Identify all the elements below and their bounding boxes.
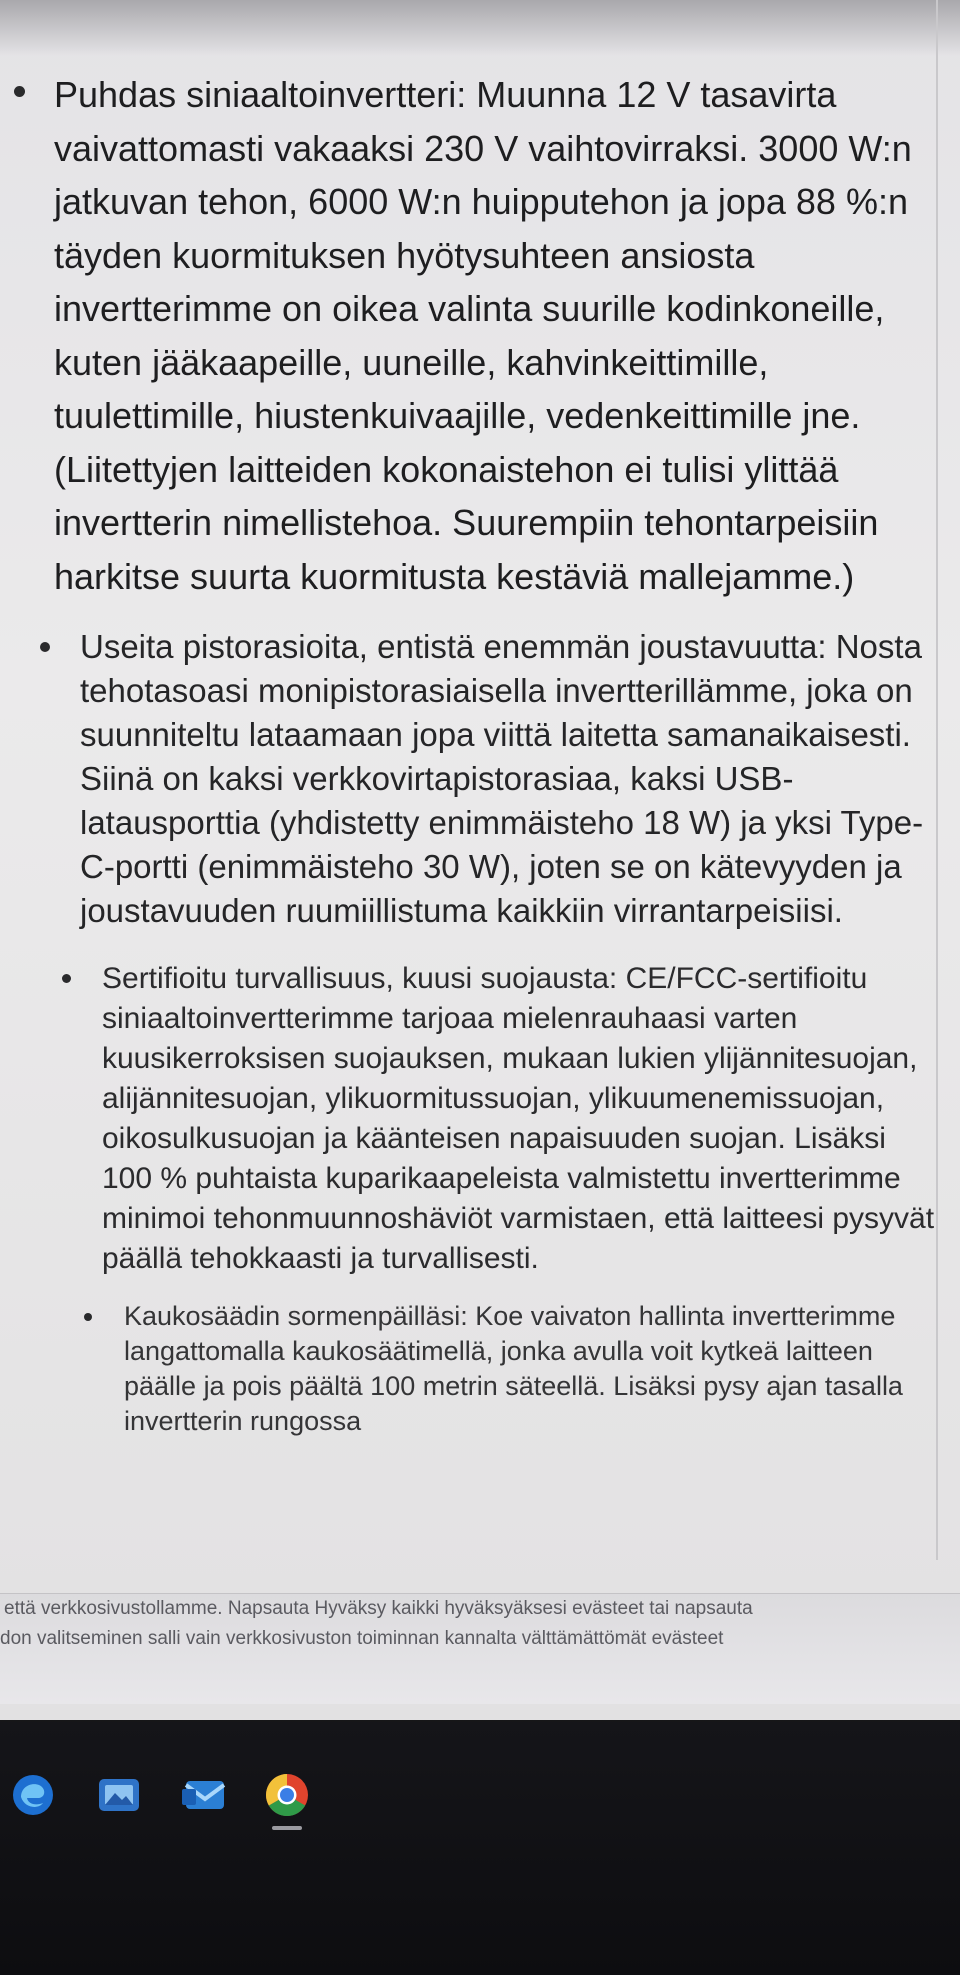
feature-item-safety <box>88 959 935 1279</box>
edge-icon[interactable] <box>8 1770 58 1820</box>
photos-icon[interactable] <box>94 1770 144 1820</box>
feature-list <box>30 68 935 1439</box>
feature-item-remote <box>110 1299 935 1439</box>
cookie-banner-line: don valitseminen salli vain verkkosivuston toiminnan kannalta välttämättömät evästeet <box>0 1628 724 1649</box>
bullet-icon <box>62 974 71 983</box>
bullet-icon <box>40 642 50 652</box>
mail-icon[interactable] <box>180 1770 230 1820</box>
chrome-icon[interactable] <box>262 1770 312 1820</box>
feature-item-outlets <box>66 625 935 933</box>
feature-text: Puhdas siniaaltoinvertteri: Muunna 12 V tasavirta vaivattomasti vakaaksi 230 V vaihtovirraksi. 3000 W:n jatkuvan tehon, 6000 W:n huipputehon ja jopa 88 %:n täyden kuormituksen hyötysuhteen ansiosta invertterimme on oikea valinta suurille kodinkoneille, kuten jääkaapeille, uuneille, kahvinkeittimille, tuulettimille, hiustenkuivaajille, vedenkeittimille jne. (Liitettyjen laitteiden kokonaistehon ei tulisi ylittää invertterin nimellistehoa. Suurempiin tehontarpeisiin harkitse suurta kuormitusta kestäviä mallejamme.) <box>54 74 912 597</box>
page-right-border <box>936 0 938 1560</box>
feature-text: Useita pistorasioita, entistä enemmän joustavuutta: Nosta tehotasoasi monipistorasiaisella invertterillämme, joka on suunniteltu lataamaan jopa viittä laitetta samanaikaisesti. Siinä on kaksi verkkovirtapistorasiaa, kaksi USB-latausporttia (yhdistetty enimmäisteho 18 W) ja yksi Type-C-portti (enimmäisteho 30 W), joten se on kätevyyden ja joustavuuden ruumiillistuma kaikkiin virrantarpeisiisi. <box>80 628 924 929</box>
bullet-icon <box>14 86 25 97</box>
windows-taskbar <box>0 1722 960 1975</box>
feature-text: Kaukosäädin sormenpäilläsi: Koe vaivaton hallinta invertterimme langattomalla kaukosäätimellä, jonka avulla voit kytkeä laitteen päälle ja pois päältä 100 metrin säteellä. Lisäksi pysy ajan tasalla invertterin rungossa <box>124 1301 903 1436</box>
bullet-icon <box>84 1313 92 1321</box>
active-app-indicator <box>272 1826 302 1830</box>
feature-text: Sertifioitu turvallisuus, kuusi suojausta: CE/FCC-sertifioitu siniaaltoinvertterimme tarjoaa mielenrauhaasi varten kuusikerroksisen suojauksen, mukaan lukien ylijännitesuojan, alijännitesuojan, ylikuormitussuojan, ylikuumenemissuojan, oikosulkusuojan ja käänteisen napaisuuden suojan. Lisäksi 100 % puhtaista kuparikaapeleista valmistettu invertterimme minimoi tehonmuunnoshäviöt varmistaen, että laitteesi pysyvät päällä tehokkaasti ja turvallisesti. <box>102 962 935 1275</box>
cookie-consent-banner <box>0 1593 960 1704</box>
feature-item-pure-sine <box>40 68 935 603</box>
product-description <box>30 68 935 1459</box>
top-edge-shadow <box>0 0 960 56</box>
cookie-banner-line: että verkkosivustollamme. Napsauta Hyväksy kaikki hyväksyäksesi evästeet tai napsauta <box>4 1598 753 1619</box>
